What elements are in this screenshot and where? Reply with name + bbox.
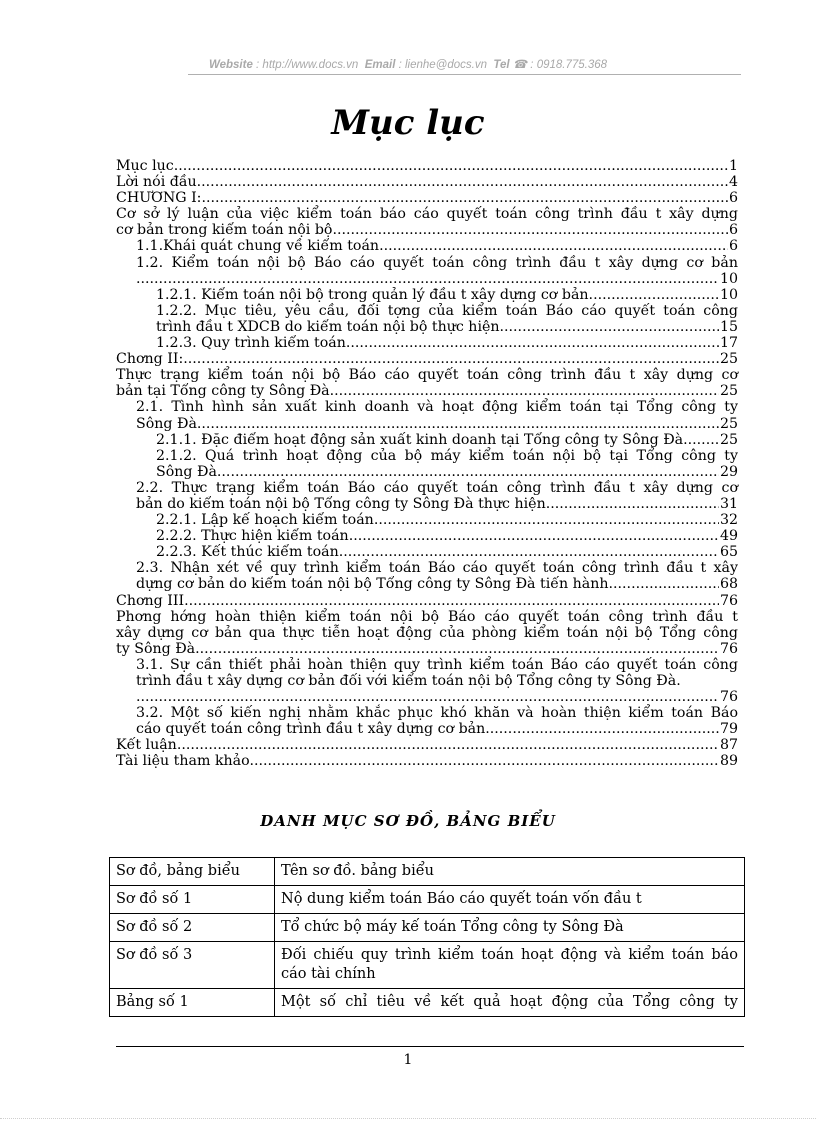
- table-cell: Tổ chức bộ máy kế toán Tổng công ty Sông Đà: [275, 914, 745, 942]
- toc-text-cont: cáo quyết toán công trình đầu t xây dựng cơ bản.: [136, 721, 490, 738]
- toc-page: 32: [719, 512, 738, 529]
- toc-entry[interactable]: [116, 432, 738, 448]
- toc-text: Phơng hớng hoàn thiện kiểm toán nội bộ Báo cáo quyết toán công trình đầu t: [116, 608, 738, 625]
- toc-entry[interactable]: [116, 657, 738, 705]
- email-value[interactable]: : lienhe@docs.vn: [398, 59, 487, 71]
- toc-entry[interactable]: [116, 753, 738, 769]
- toc-text: 2.2. Thực trạng kiểm toán Báo cáo quyết toán công trình đầu t xây dựng cơ: [136, 479, 738, 496]
- toc-text: 3.2. Một số kiến nghị nhằm khắc phục khó khăn và hoàn thiện kiểm toán Báo: [136, 705, 738, 722]
- toc-text: Tài liệu tham khảo: [116, 753, 250, 770]
- toc-text: 2.1.2. Quá trình hoạt động của bộ máy kiểm toán nội bộ tại Tổng công ty: [156, 447, 738, 464]
- toc-text-cont: ty Sông Đà: [116, 640, 196, 657]
- toc-entry[interactable]: [116, 190, 738, 206]
- table-cell: Bảng số 1: [110, 989, 275, 1017]
- table-cell: Sơ đồ số 2: [110, 914, 275, 942]
- toc-page: 76: [719, 592, 738, 609]
- toc-page: 68: [719, 576, 738, 593]
- table-of-contents: [116, 158, 738, 770]
- toc-page: 49: [719, 528, 738, 545]
- table-header-cell: Tên sơ đồ. bảng biểu: [275, 858, 745, 886]
- toc-text: 1.2. Kiểm toán nội bộ Báo cáo quyết toán công trình đầu t xây dựng cơ bản: [136, 254, 738, 271]
- list-of-figures-title: DANH MỤC SƠ ĐỒ, BẢNG BIỂU: [260, 812, 556, 830]
- toc-entry[interactable]: [116, 593, 738, 609]
- toc-entry[interactable]: [116, 609, 738, 657]
- toc-text: Cơ sở lý luận của việc kiểm toán báo cáo quyết toán công trình đầu t xây dựng: [116, 206, 738, 223]
- page-bottom-border: [0, 1118, 816, 1119]
- toc-entry[interactable]: [116, 335, 738, 351]
- toc-entry[interactable]: [116, 367, 738, 399]
- toc-entry[interactable]: [116, 399, 738, 431]
- toc-text: 1.2.3. Quy trình kiểm toán: [156, 335, 346, 352]
- page-title: Mục lục: [331, 103, 485, 143]
- toc-entry[interactable]: [116, 351, 738, 367]
- toc-page: 79: [719, 721, 738, 738]
- page-header: [0, 57, 816, 71]
- toc-entry[interactable]: [116, 255, 738, 287]
- toc-entry[interactable]: [116, 303, 738, 335]
- footer-divider: [116, 1046, 744, 1047]
- toc-entry[interactable]: [116, 528, 738, 544]
- toc-text-cont: bản tại Tổng công ty Sông Đà: [116, 383, 330, 400]
- toc-text: Mục lục: [116, 158, 174, 174]
- table-row: [110, 886, 745, 914]
- toc-page: 10: [719, 286, 738, 303]
- table-header-row: [110, 858, 745, 886]
- toc-text: Lời nói đầu: [116, 174, 197, 191]
- toc-text-cont: trình đầu t xây dựng cơ bản đối với kiểm toán nội bộ Tổng công ty Sông Đà.: [136, 673, 681, 689]
- toc-page: 4: [728, 174, 738, 191]
- toc-entry[interactable]: [116, 512, 738, 528]
- toc-text: Chơng III: [116, 592, 185, 609]
- toc-entry[interactable]: [116, 238, 738, 254]
- toc-text: 2.1. Tình hình sản xuất kinh doanh và hoạt động kiểm toán tại Tổng công ty: [136, 399, 738, 416]
- toc-text: 1.1.Khái quát chung về kiểm toán: [136, 238, 380, 255]
- toc-page: 25: [719, 415, 738, 432]
- toc-entry[interactable]: [116, 158, 738, 174]
- table-cell: Đối chiếu quy trình kiểm toán hoạt động và kiểm toán báo cáo tài chính: [275, 942, 745, 989]
- toc-entry[interactable]: [116, 287, 738, 303]
- toc-text: 2.3. Nhận xét về quy trình kiểm toán Báo cáo quyết toán công trình đầu t xây: [136, 560, 738, 577]
- toc-page: 87: [719, 737, 738, 754]
- table-row: [110, 989, 745, 1017]
- table-cell: Sơ đồ số 1: [110, 886, 275, 914]
- toc-page: 29: [719, 463, 738, 480]
- toc-text: 2.2.1. Lập kế hoạch kiểm toán.: [156, 512, 379, 529]
- toc-text-cont: dựng cơ bản do kiểm toán nội bộ Tổng công ty Sông Đà tiến hành.: [136, 576, 614, 593]
- toc-text: 2.1.1. Đặc điểm hoạt động sản xuất kinh doanh tại Tổng công ty Sông Đà: [156, 431, 684, 448]
- table-header-cell: Sơ đồ, bảng biểu: [110, 858, 275, 886]
- toc-page: 25: [719, 431, 738, 448]
- toc-text: CHƯƠNG I:: [116, 190, 202, 207]
- toc-text: Chơng II:: [116, 351, 184, 368]
- toc-text: 2.2.2. Thực hiện kiểm toán.: [156, 528, 354, 545]
- toc-page: 15: [719, 318, 738, 335]
- website-label: Website: [208, 59, 253, 71]
- toc-entry[interactable]: [116, 448, 738, 480]
- table-cell: Nộ dung kiểm toán Báo cáo quyết toán vốn đầu t: [275, 886, 745, 914]
- toc-page: 17: [719, 335, 738, 352]
- toc-text-cont: cơ bản trong kiểm toán nội bộ: [116, 222, 333, 239]
- toc-entry[interactable]: [116, 206, 738, 238]
- toc-text: 2.2.3. Kết thúc kiểm toán.: [156, 544, 344, 561]
- toc-page: 89: [719, 753, 738, 770]
- toc-page: 65: [719, 544, 738, 561]
- toc-text: Kết luận: [116, 737, 177, 754]
- page-number: 1: [403, 1052, 413, 1068]
- toc-text-cont: Sông Đà: [136, 415, 197, 432]
- table-cell: Một số chỉ tiêu về kết quả hoạt động của Tổng công ty: [275, 989, 745, 1017]
- toc-page: 6: [728, 222, 738, 239]
- toc-page: 25: [719, 383, 738, 400]
- figures-table: [109, 857, 745, 1017]
- toc-entry[interactable]: [116, 560, 738, 592]
- toc-text-cont: bản do kiểm toán nội bộ Tổng công ty Sông Đà thực hiện.: [136, 495, 551, 512]
- toc-entry[interactable]: [116, 737, 738, 753]
- toc-page: 6: [728, 190, 738, 207]
- toc-text-cont: xây dựng cơ bản qua thực tiễn hoạt động của phòng kiểm toán nội bộ Tổng công: [116, 624, 738, 641]
- toc-text-cont: trình đầu t XDCB do kiểm toán nội bộ thực hiện.: [156, 318, 505, 335]
- toc-text: 1.2.1. Kiểm toán nội bộ trong quản lý đầu t xây dựng cơ bản.: [156, 286, 594, 303]
- tel-value: ☎ : 0918.775.368: [512, 59, 608, 71]
- toc-entry[interactable]: [116, 174, 738, 190]
- tel-label: Tel: [493, 59, 510, 71]
- website-value[interactable]: : http://www.docs.vn: [256, 59, 359, 71]
- toc-page: 76: [719, 689, 738, 706]
- toc-page: 25: [719, 351, 738, 368]
- table-cell: Sơ đồ số 3: [110, 942, 275, 989]
- toc-page: 31: [719, 495, 738, 512]
- toc-page: 10: [719, 270, 738, 287]
- table-row: [110, 942, 745, 989]
- toc-entry[interactable]: [116, 480, 738, 512]
- toc-page: 1: [728, 158, 738, 174]
- toc-text: 1.2.2. Mục tiêu, yêu cầu, đối tợng của kiểm toán Báo cáo quyết toán công: [156, 302, 738, 319]
- toc-text: 3.1. Sự cần thiết phải hoàn thiện quy trình kiểm toán Báo cáo quyết toán công: [136, 656, 738, 673]
- toc-text: Thực trạng kiểm toán nội bộ Báo cáo quyết toán công trình đầu t xây dựng cơ: [116, 367, 738, 384]
- toc-text-cont: Sông Đà.: [156, 463, 222, 480]
- toc-entry[interactable]: [116, 544, 738, 560]
- toc-entry[interactable]: [116, 705, 738, 737]
- header-divider: [188, 74, 741, 75]
- email-label: Email: [364, 59, 396, 71]
- toc-page: 6: [728, 238, 738, 255]
- table-row: [110, 914, 745, 942]
- toc-page: 76: [719, 640, 738, 657]
